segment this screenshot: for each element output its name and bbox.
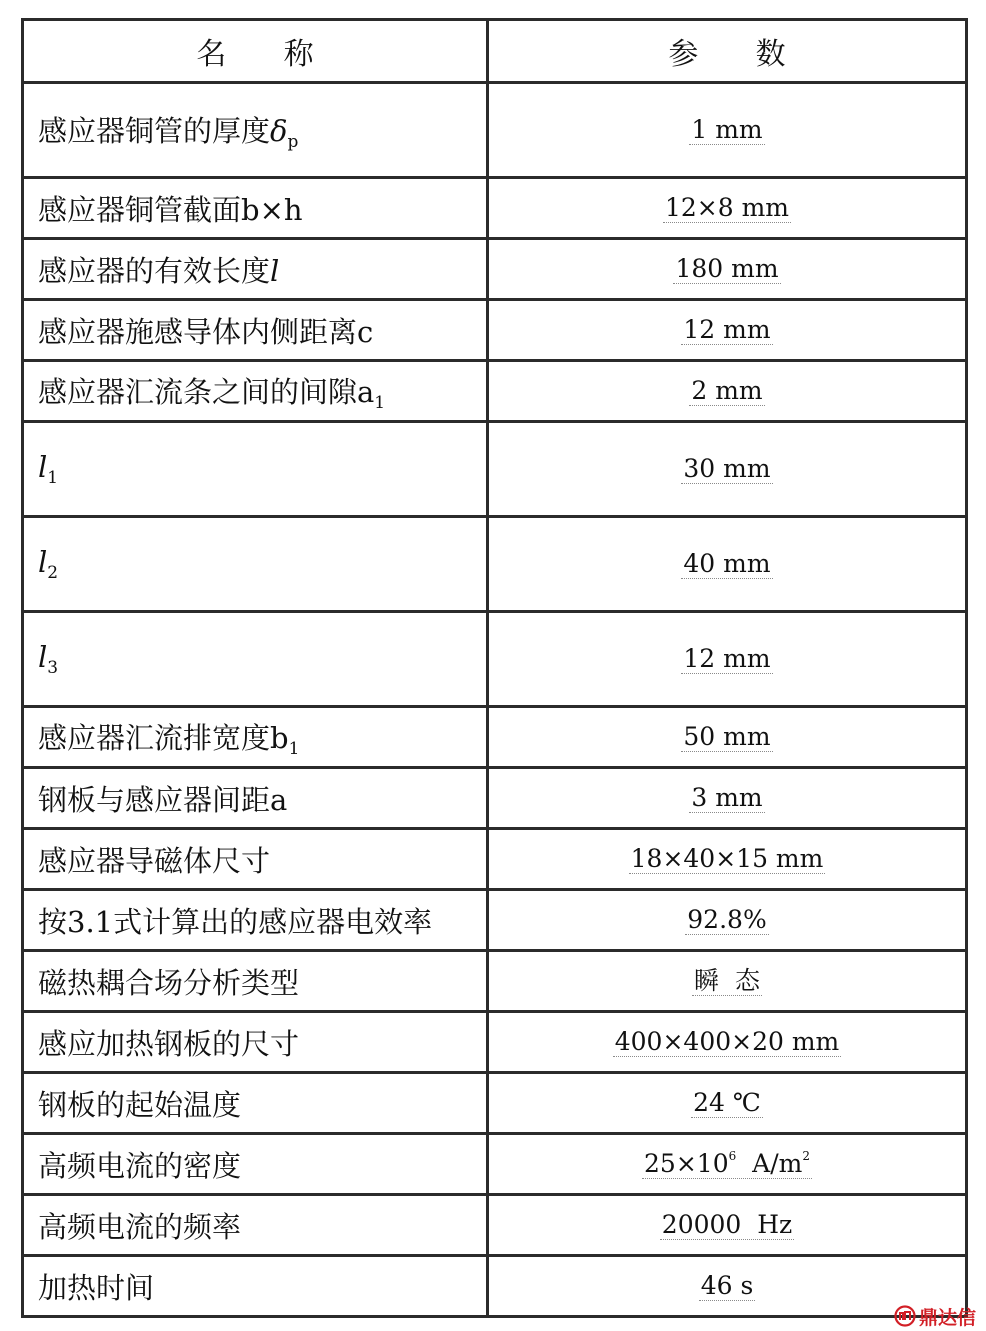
table-row: [23, 612, 967, 707]
param-value: 40 mm: [683, 548, 771, 578]
param-value-unit: A/m: [736, 1148, 803, 1178]
param-value-cell: [488, 707, 967, 768]
table-row: [23, 300, 967, 361]
param-value: 12 mm: [683, 643, 771, 673]
param-symbol: l: [38, 450, 48, 484]
param-symbol: δ: [270, 113, 288, 148]
param-value-cell: [488, 517, 967, 612]
param-name-cell: [23, 612, 488, 707]
param-name: 感应器导磁体尺寸: [38, 843, 271, 878]
param-name: 感应器铜管的厚度: [38, 113, 271, 148]
table-row: [23, 1195, 967, 1256]
param-name: 感应器的有效长度: [38, 253, 271, 288]
param-symbol: l: [38, 640, 48, 674]
param-name: 感应器汇流排宽度b: [38, 720, 289, 755]
param-symbol-subscript: p: [287, 131, 299, 152]
param-value: 400×400×20 mm: [614, 1026, 840, 1056]
param-value: 12×8 mm: [664, 192, 790, 222]
param-value: 92.8%: [687, 904, 767, 934]
param-value: 瞬 态: [694, 965, 760, 995]
param-name: 感应器汇流条之间的间隙a: [38, 374, 375, 409]
param-value: 50 mm: [683, 721, 771, 751]
param-name-cell: [23, 239, 488, 300]
param-value: [642, 1150, 812, 1180]
param-name-subscript: 1: [374, 392, 386, 413]
table-row: [23, 829, 967, 890]
param-value-cell: [488, 951, 967, 1012]
param-name-cell: [23, 951, 488, 1012]
param-name-cell: [23, 890, 488, 951]
param-symbol-subscript: 1: [47, 468, 59, 488]
param-name-cell: [23, 300, 488, 361]
param-symbol-subscript: 2: [47, 563, 59, 583]
param-value-cell: [488, 890, 967, 951]
param-value-cell: [488, 829, 967, 890]
param-name-cell: [23, 707, 488, 768]
param-name-cell: [23, 829, 488, 890]
parameter-table: [21, 18, 968, 1318]
table-row: [23, 83, 967, 178]
param-value-cell: [488, 612, 967, 707]
param-value-cell: [488, 768, 967, 829]
param-name-cell: [23, 1195, 488, 1256]
watermark-text: 鼎达信: [918, 1306, 976, 1329]
param-value-cell: [488, 422, 967, 517]
param-name-cell: [23, 517, 488, 612]
param-name: 高频电流的频率: [38, 1209, 242, 1244]
param-value: 180 mm: [675, 253, 779, 283]
param-value: 20000 Hz: [661, 1209, 793, 1239]
param-name: 钢板与感应器间距a: [38, 782, 288, 817]
table-header-row: [23, 20, 967, 83]
table-row: [23, 1256, 967, 1317]
param-name-subscript: 1: [288, 738, 300, 759]
param-name-cell: [23, 1256, 488, 1317]
param-name-cell: [23, 1134, 488, 1195]
param-symbol: l: [38, 545, 48, 579]
param-name-cell: [23, 361, 488, 422]
watermark: [894, 1303, 976, 1329]
param-name-cell: [23, 1012, 488, 1073]
param-name: 钢板的起始温度: [38, 1087, 242, 1122]
table-row: [23, 361, 967, 422]
table-row: [23, 951, 967, 1012]
table-row: [23, 707, 967, 768]
table-row: [23, 239, 967, 300]
param-value-cell: [488, 300, 967, 361]
table-row: [23, 422, 967, 517]
table-row: [23, 768, 967, 829]
param-value-cell: [488, 178, 967, 239]
param-name: 感应加热钢板的尺寸: [38, 1026, 300, 1061]
param-name-cell: [23, 768, 488, 829]
param-value-exponent: 6: [728, 1148, 737, 1163]
param-value: 12 mm: [683, 314, 771, 344]
param-value: 2 mm: [691, 375, 763, 405]
param-value: 1 mm: [691, 114, 763, 144]
param-name: 高频电流的密度: [38, 1148, 242, 1183]
param-value-cell: [488, 361, 967, 422]
brand-logo-icon: [894, 1305, 916, 1327]
param-value: 18×40×15 mm: [630, 843, 824, 873]
header-value-cell: [488, 20, 967, 83]
param-name-cell: [23, 422, 488, 517]
table-row: [23, 1012, 967, 1073]
header-name-label: 名 称: [196, 37, 314, 72]
param-value: 3 mm: [691, 782, 763, 812]
header-name-cell: [23, 20, 488, 83]
param-value-cell: [488, 1134, 967, 1195]
param-value-unit-exponent: 2: [802, 1148, 810, 1163]
param-value-cell: [488, 1073, 967, 1134]
param-name-cell: [23, 83, 488, 178]
param-name-cell: [23, 1073, 488, 1134]
table-row: [23, 890, 967, 951]
param-value-cell: [488, 1012, 967, 1073]
param-value-cell: [488, 1195, 967, 1256]
table-row: [23, 517, 967, 612]
param-name: 按3.1式计算出的感应器电效率: [38, 904, 433, 939]
param-symbol: l: [270, 253, 280, 288]
param-value-base: 25×10: [644, 1148, 729, 1178]
table-row: [23, 1073, 967, 1134]
table-row: [23, 178, 967, 239]
param-name-cell: [23, 178, 488, 239]
param-value: 24 ℃: [693, 1087, 761, 1117]
param-value-cell: [488, 83, 967, 178]
header-value-label: 参 数: [668, 37, 786, 72]
param-name: 感应器施感导体内侧距离c: [38, 314, 374, 349]
param-name: 加热时间: [38, 1270, 155, 1305]
param-name: 感应器铜管截面b×h: [38, 192, 303, 227]
param-name: 磁热耦合场分析类型: [38, 965, 300, 1000]
parameter-table-body: [23, 20, 967, 1317]
param-symbol-subscript: 3: [47, 658, 59, 678]
param-value: 30 mm: [683, 453, 771, 483]
param-value-cell: [488, 239, 967, 300]
param-value: 46 s: [700, 1270, 754, 1300]
table-row: [23, 1134, 967, 1195]
